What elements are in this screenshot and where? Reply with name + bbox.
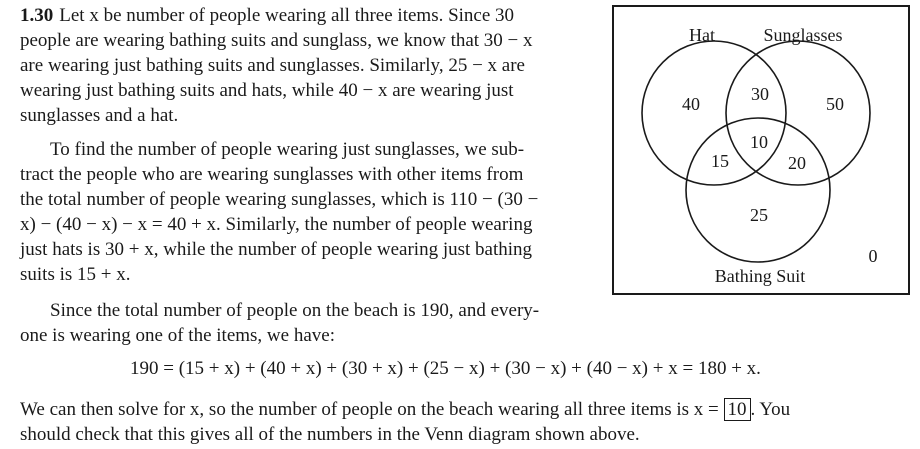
text-line: one is wearing one of the items, we have: bbox=[20, 325, 335, 346]
text-line: wearing just bathing suits and hats, while 40 − x are wearing just bbox=[20, 80, 514, 101]
text-line: people are wearing bathing suits and sunglass, we know that 30 − x bbox=[20, 30, 533, 51]
text-line: are wearing just bathing suits and sunglasses. Similarly, 25 − x are bbox=[20, 55, 525, 76]
text-line: should check that this gives all of the numbers in the Venn diagram shown above. bbox=[20, 424, 640, 445]
paragraph-conclusion bbox=[20, 397, 910, 447]
text-line: To find the number of people wearing just sunglasses, we sub- bbox=[50, 139, 525, 160]
region-outside: 0 bbox=[868, 246, 878, 266]
venn-diagram bbox=[612, 5, 910, 295]
venn-svg bbox=[614, 7, 912, 297]
region-sunglasses-only: 50 bbox=[826, 94, 844, 114]
region-hat-bathing: 15 bbox=[711, 151, 729, 171]
bathing-suit-label: Bathing Suit bbox=[714, 266, 806, 286]
hat-label: Hat bbox=[689, 25, 715, 45]
region-sunglasses-bathing: 20 bbox=[788, 153, 806, 173]
paragraph-total bbox=[20, 298, 590, 348]
text-line: x) − (40 − x) − x = 40 + x. Similarly, the number of people wearing bbox=[20, 214, 533, 235]
text-line: Let x be number of people wearing all three items. Since 30 bbox=[59, 5, 515, 26]
text-line: suits is 15 + x. bbox=[20, 264, 131, 285]
region-hat-sunglasses: 30 bbox=[751, 84, 769, 104]
sunglasses-label: Sunglasses bbox=[763, 25, 843, 45]
region-hat-only: 40 bbox=[682, 94, 700, 114]
text-line: tract the people who are wearing sunglasses with other items from bbox=[20, 164, 524, 185]
region-bathing-only: 25 bbox=[750, 205, 768, 225]
text-line: just hats is 30 + x, while the number of people wearing just bathing bbox=[20, 239, 533, 260]
problem-number: 1.30 bbox=[20, 5, 54, 26]
text-line: sunglasses and a hat. bbox=[20, 105, 179, 126]
paragraph-setup bbox=[20, 3, 590, 128]
equation: 190 = (15 + x) + (40 + x) + (30 + x) + (25 − x) + (30 − x) + (40 − x) + x = 180 + x. bbox=[130, 358, 761, 379]
text-segment: We can then solve for x, so the number of people on the beach wearing all three items is x = bbox=[20, 399, 719, 420]
region-all-three: 10 bbox=[750, 132, 768, 152]
text-segment: . You bbox=[750, 399, 791, 420]
answer-box: 10 bbox=[724, 398, 751, 421]
text-line: the total number of people wearing sunglasses, which is 110 − (30 − bbox=[20, 189, 539, 210]
text-line: Since the total number of people on the beach is 190, and every- bbox=[50, 300, 540, 321]
paragraph-sunglasses bbox=[20, 137, 590, 287]
